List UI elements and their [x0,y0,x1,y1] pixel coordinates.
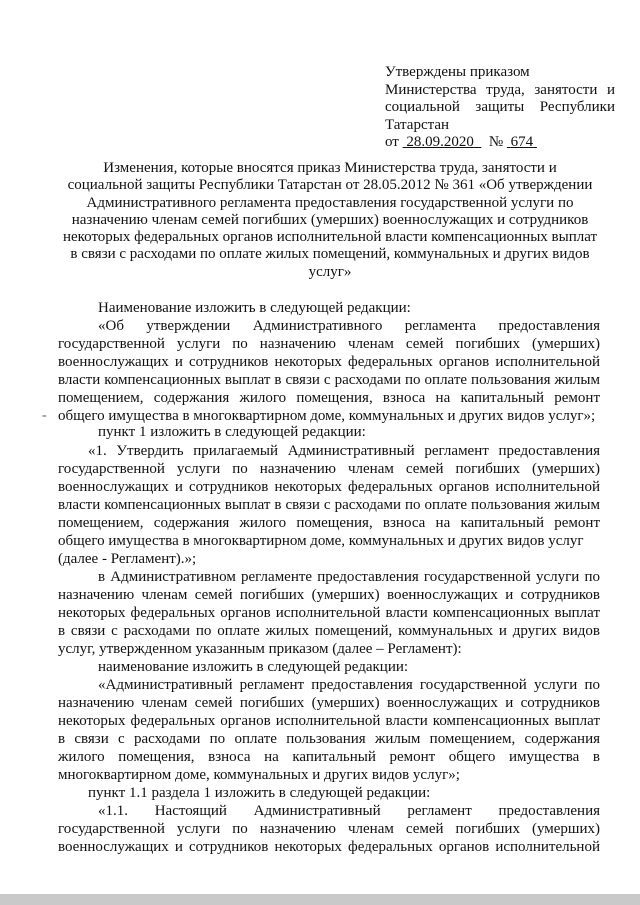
title-line: Административного регламента предоставления государственной услуги по [86,194,574,211]
approval-line: социальной защиты Республики [385,99,615,115]
body-line: «Об утверждении Административного регламента предоставления [98,318,600,334]
body-line: Наименование изложить в следующей редакции: [98,300,411,316]
document-title [40,160,620,281]
body-line: общего имущества в многоквартирном доме, коммунальных и других видов услуг»; [58,408,596,424]
body-line: «1.1. Настоящий Административный регламент предоставления [98,803,600,819]
scan-edge [0,894,640,905]
body-line: в связи с расходами по оплате пользования жилым помещением, содержания [58,731,600,747]
body-line: наименование изложить в следующей редакции: [98,659,409,675]
approval-line: Утверждены приказом [385,64,530,80]
approval-line: Татарстан [385,116,450,133]
body-line: общего имущества в многоквартирном доме, коммунальных и других видов услуг [58,533,584,549]
body-line: государственной услуги по назначению членам семей погибших (умерших) [58,821,600,837]
title-line: назначению членам семей погибших (умерших) военнослужащих и сотрудников [71,211,589,228]
body-line: «1. Утвердить прилагаемый Административный регламент предоставления [88,443,600,459]
title-line: в связи с расходами по оплате жилых помещений, коммунальных и других видов [70,246,590,263]
approval-date-line [385,134,615,152]
body-line: услуг, утвержденном указанным приказом (далее – Регламент): [58,641,462,657]
body-line: жилого помещения, взноса на капитальный ремонт общего имущества в [58,749,600,765]
title-line: услуг» [308,263,352,280]
approval-date: 28.09.2020 [406,134,474,150]
title-line: социальной защиты Республики Татарстан от 28.05.2012 № 361 «Об утверждении [67,177,593,194]
date-prefix: от [385,134,399,150]
body-line: (далее - Регламент).»; [58,551,197,567]
body-line: военнослужащих и сотрудников некоторых федеральных органов исполнительной [58,479,600,495]
body-line: некоторых федеральных органов исполнительной власти компенсационных выплат [58,605,600,621]
body-line: некоторых федеральных органов исполнительной власти компенсационных выплат [58,713,600,729]
body-line: военнослужащих и сотрудников некоторых федеральных органов исполнительной [58,354,600,370]
body-line: назначению членам семей погибших (умерших) военнослужащих и сотрудников [58,587,600,603]
body-line: помещением, содержания жилого помещения, взноса на капитальный ремонт [58,390,600,406]
approval-line: Министерства труда, занятости и [385,81,615,98]
title-line: Изменения, которые вносятся приказ Министерства труда, занятости и [103,160,557,176]
body-line: многоквартирном доме, коммунальных и других видов услуг»; [58,767,460,783]
body-line: военнослужащих и сотрудников некоторых федеральных органов исполнительной [58,839,600,855]
body-line: пункт 1.1 раздела 1 изложить в следующей редакции: [88,785,431,801]
body-line: в Административном регламенте предоставления государственной услуги по [98,569,600,585]
body-line: государственной услуги по назначению членам семей погибших (умерших) [58,461,600,477]
body-line: власти компенсационных выплат в связи с расходами по оплате пользования жилым [58,372,600,388]
body-line: пункт 1 изложить в следующей редакции: [98,424,366,440]
body-line: в связи с расходами по оплате жилых помещений, коммунальных и других видов [58,623,600,639]
body-line: государственной услуги по назначению членам семей погибших (умерших) [58,336,600,352]
approval-block [385,64,615,152]
number-sign: № [488,134,504,150]
margin-mark: - [42,408,47,423]
title-line: некоторых федеральных органов исполнительной власти компенсационных выплат [62,229,598,246]
body-line: помещением, содержания жилого помещения, взноса на капитальный ремонт [58,515,600,531]
body-line: «Административный регламент предоставления государственной услуги по [98,677,600,693]
body-line: власти компенсационных выплат в связи с расходами по оплате пользования жилым [58,497,600,513]
approval-number: 674 [510,134,534,150]
body-line: назначению членам семей погибших (умерших) военнослужащих и сотрудников [58,695,600,711]
